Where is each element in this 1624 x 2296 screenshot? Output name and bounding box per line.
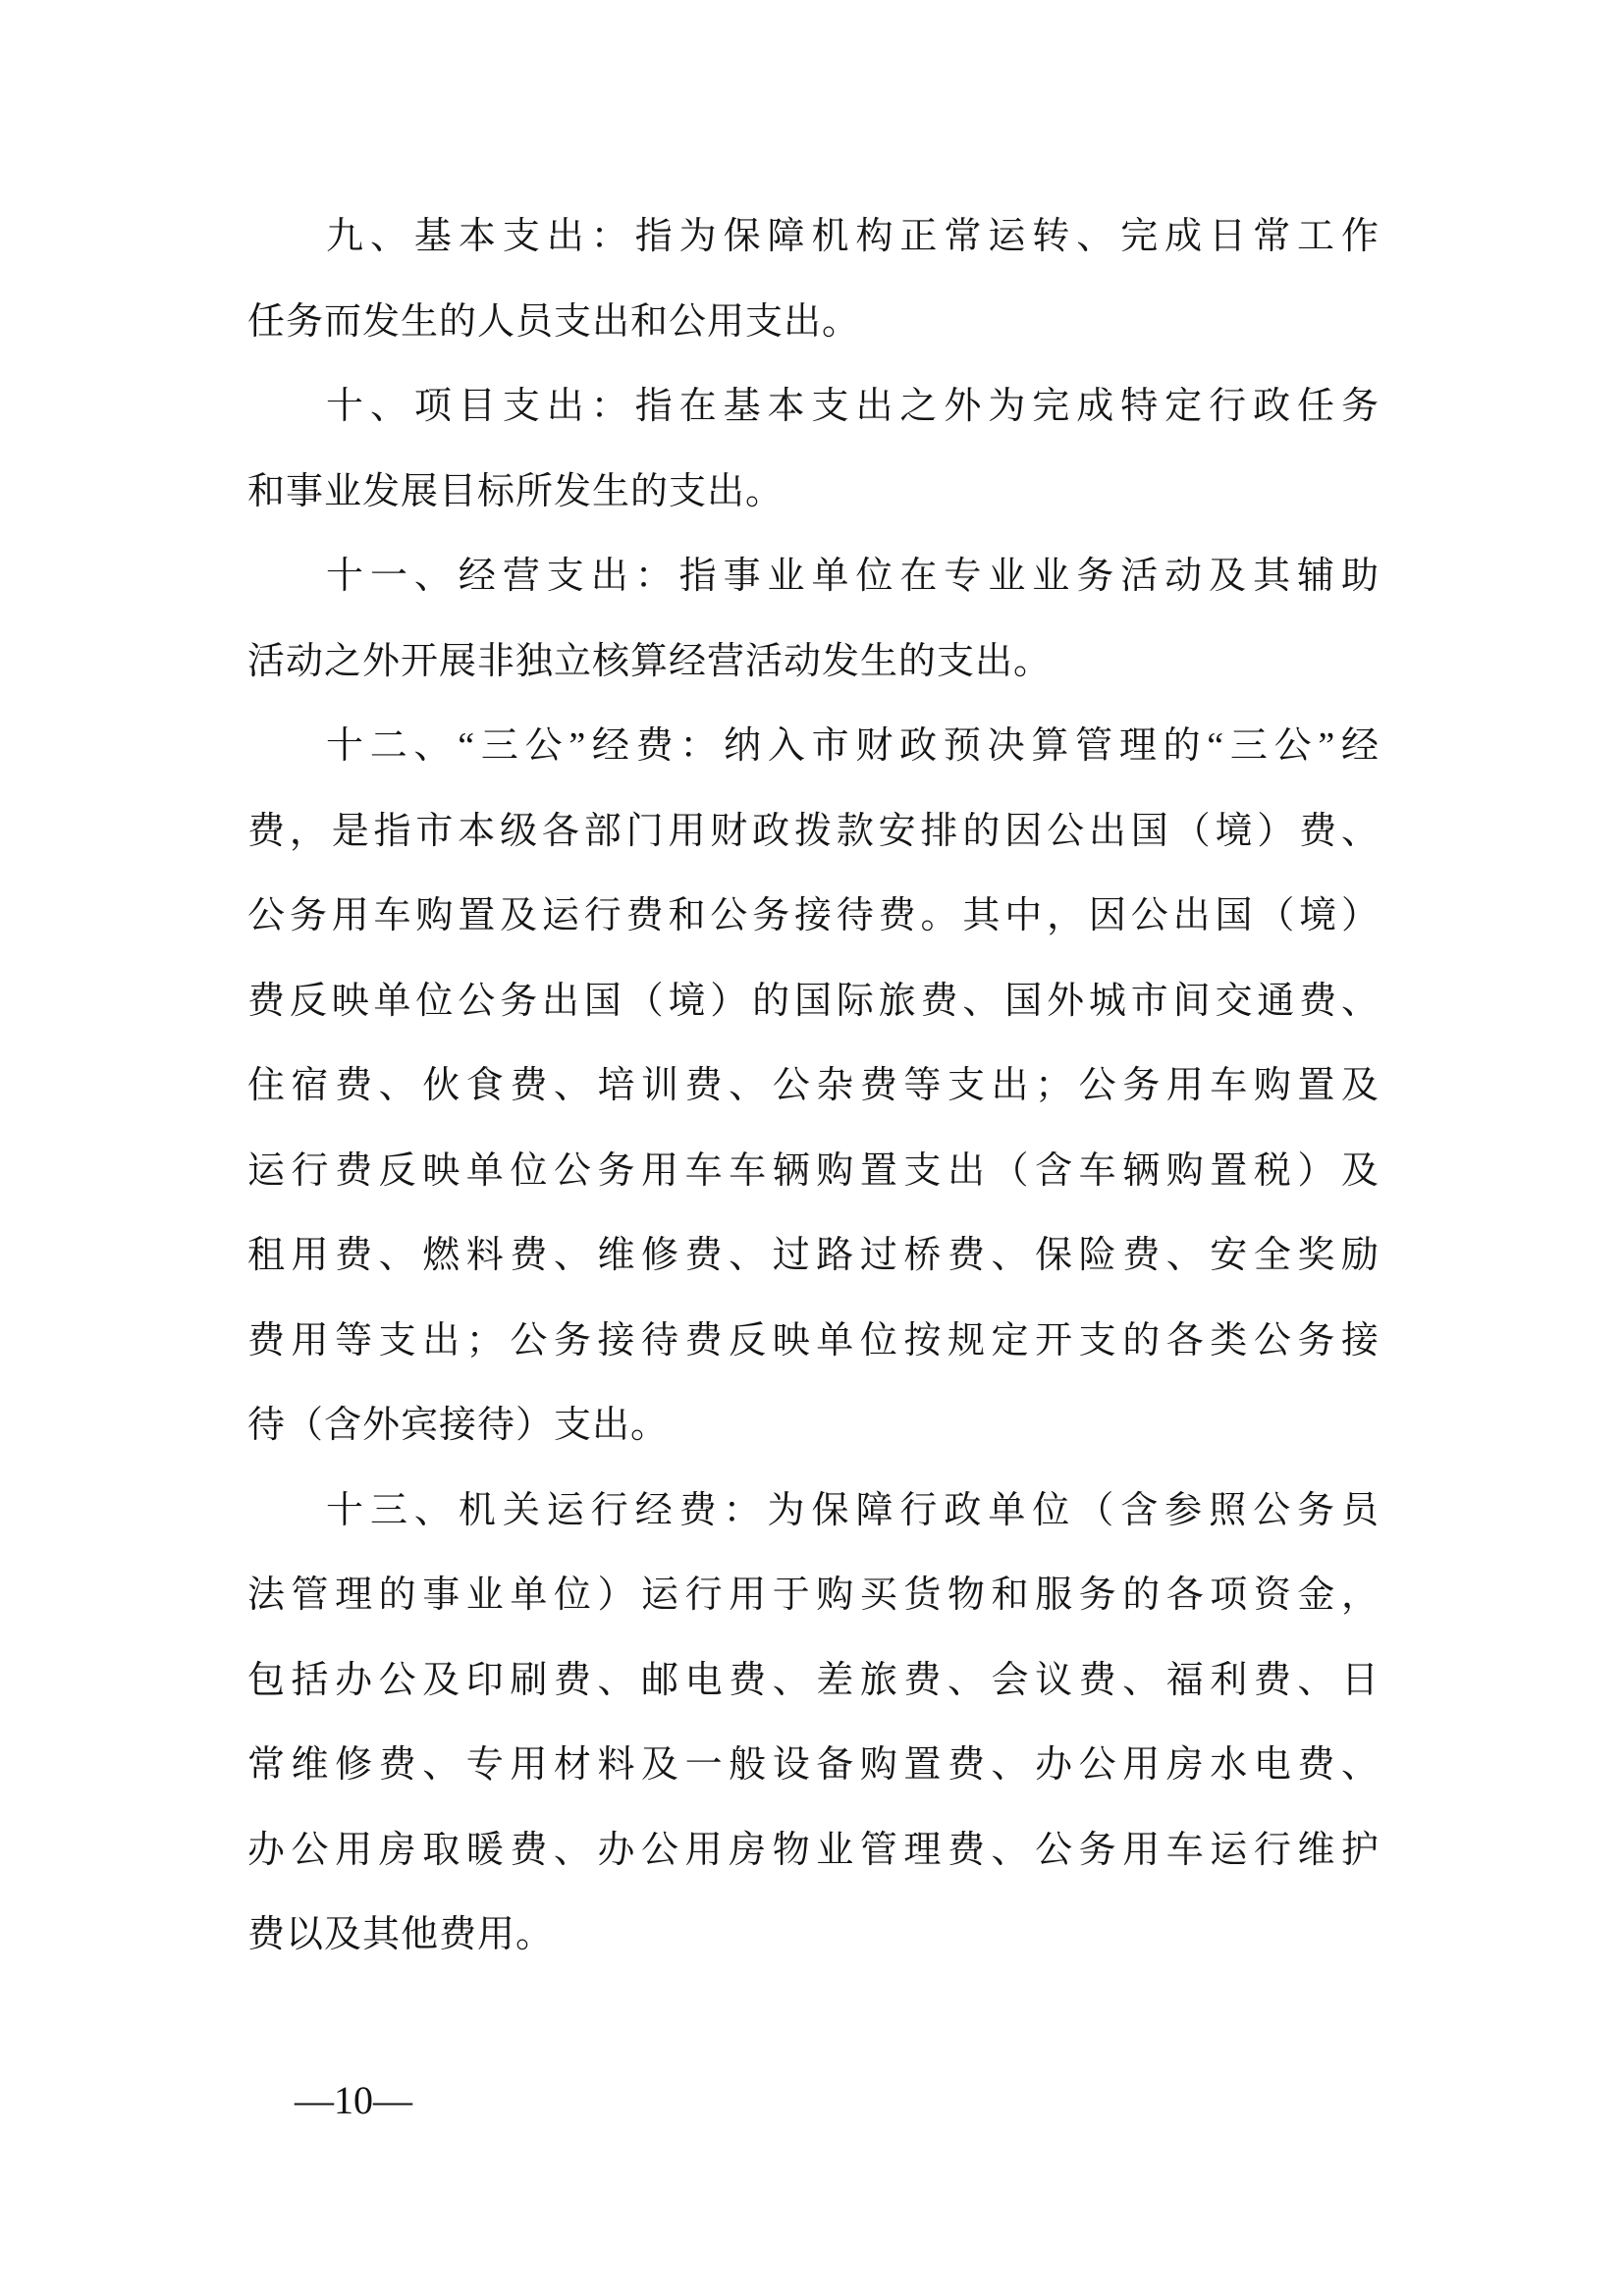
text-line: 费，是指市本级各部门用财政拨款安排的因公出国（境）费、 [247, 810, 1380, 852]
text-line: 十二、“三公”经费：纳入市财政预决算管理的“三公”经 [326, 725, 1380, 767]
text-line: 办公用房取暖费、办公用房物业管理费、公务用车运行维护 [247, 1829, 1380, 1871]
text-line: 费反映单位公务出国（境）的国际旅费、国外城市间交通费、 [247, 980, 1380, 1022]
page-number: —10— [295, 2078, 412, 2122]
text-line: 运行费反映单位公务用车车辆购置支出（含车辆购置税）及 [247, 1149, 1380, 1192]
text-line: 费以及其他费用。 [247, 1914, 555, 1955]
text-line: 待（含外宾接待）支出。 [247, 1405, 670, 1446]
text-line: 任务而发生的人员支出和公用支出。 [247, 300, 861, 343]
text-line: 法管理的事业单位）运行用于购买货物和服务的各项资金， [247, 1575, 1380, 1616]
text-line: 九、基本支出：指为保障机构正常运转、完成日常工作 [326, 216, 1380, 257]
text-line: 十三、机关运行经费：为保障行政单位（含参照公务员 [326, 1489, 1380, 1531]
text-line: 常维修费、专用材料及一般设备购置费、办公用房水电费、 [247, 1744, 1380, 1786]
text-line: 公务用车购置及运行费和公务接待费。其中，因公出国（境） [247, 895, 1380, 936]
text-block [247, 194, 1380, 1978]
text-line: 租用费、燃料费、维修费、过路过桥费、保险费、安全奖励 [247, 1235, 1380, 1276]
text-line: 十、项目支出：指在基本支出之外为完成特定行政任务 [326, 386, 1380, 427]
text-line: 和事业发展目标所发生的支出。 [247, 470, 785, 512]
text-line: 住宿费、伙食费、培训费、公杂费等支出；公务用车购置及 [247, 1065, 1380, 1106]
text-line: 活动之外开展非独立核算经营活动发生的支出。 [247, 640, 1053, 682]
text-line: 包括办公及印刷费、邮电费、差旅费、会议费、福利费、日 [247, 1659, 1380, 1701]
text-line: 十一、经营支出：指事业单位在专业业务活动及其辅助 [326, 556, 1380, 597]
text-line: 费用等支出；公务接待费反映单位按规定开支的各类公务接 [247, 1319, 1380, 1362]
